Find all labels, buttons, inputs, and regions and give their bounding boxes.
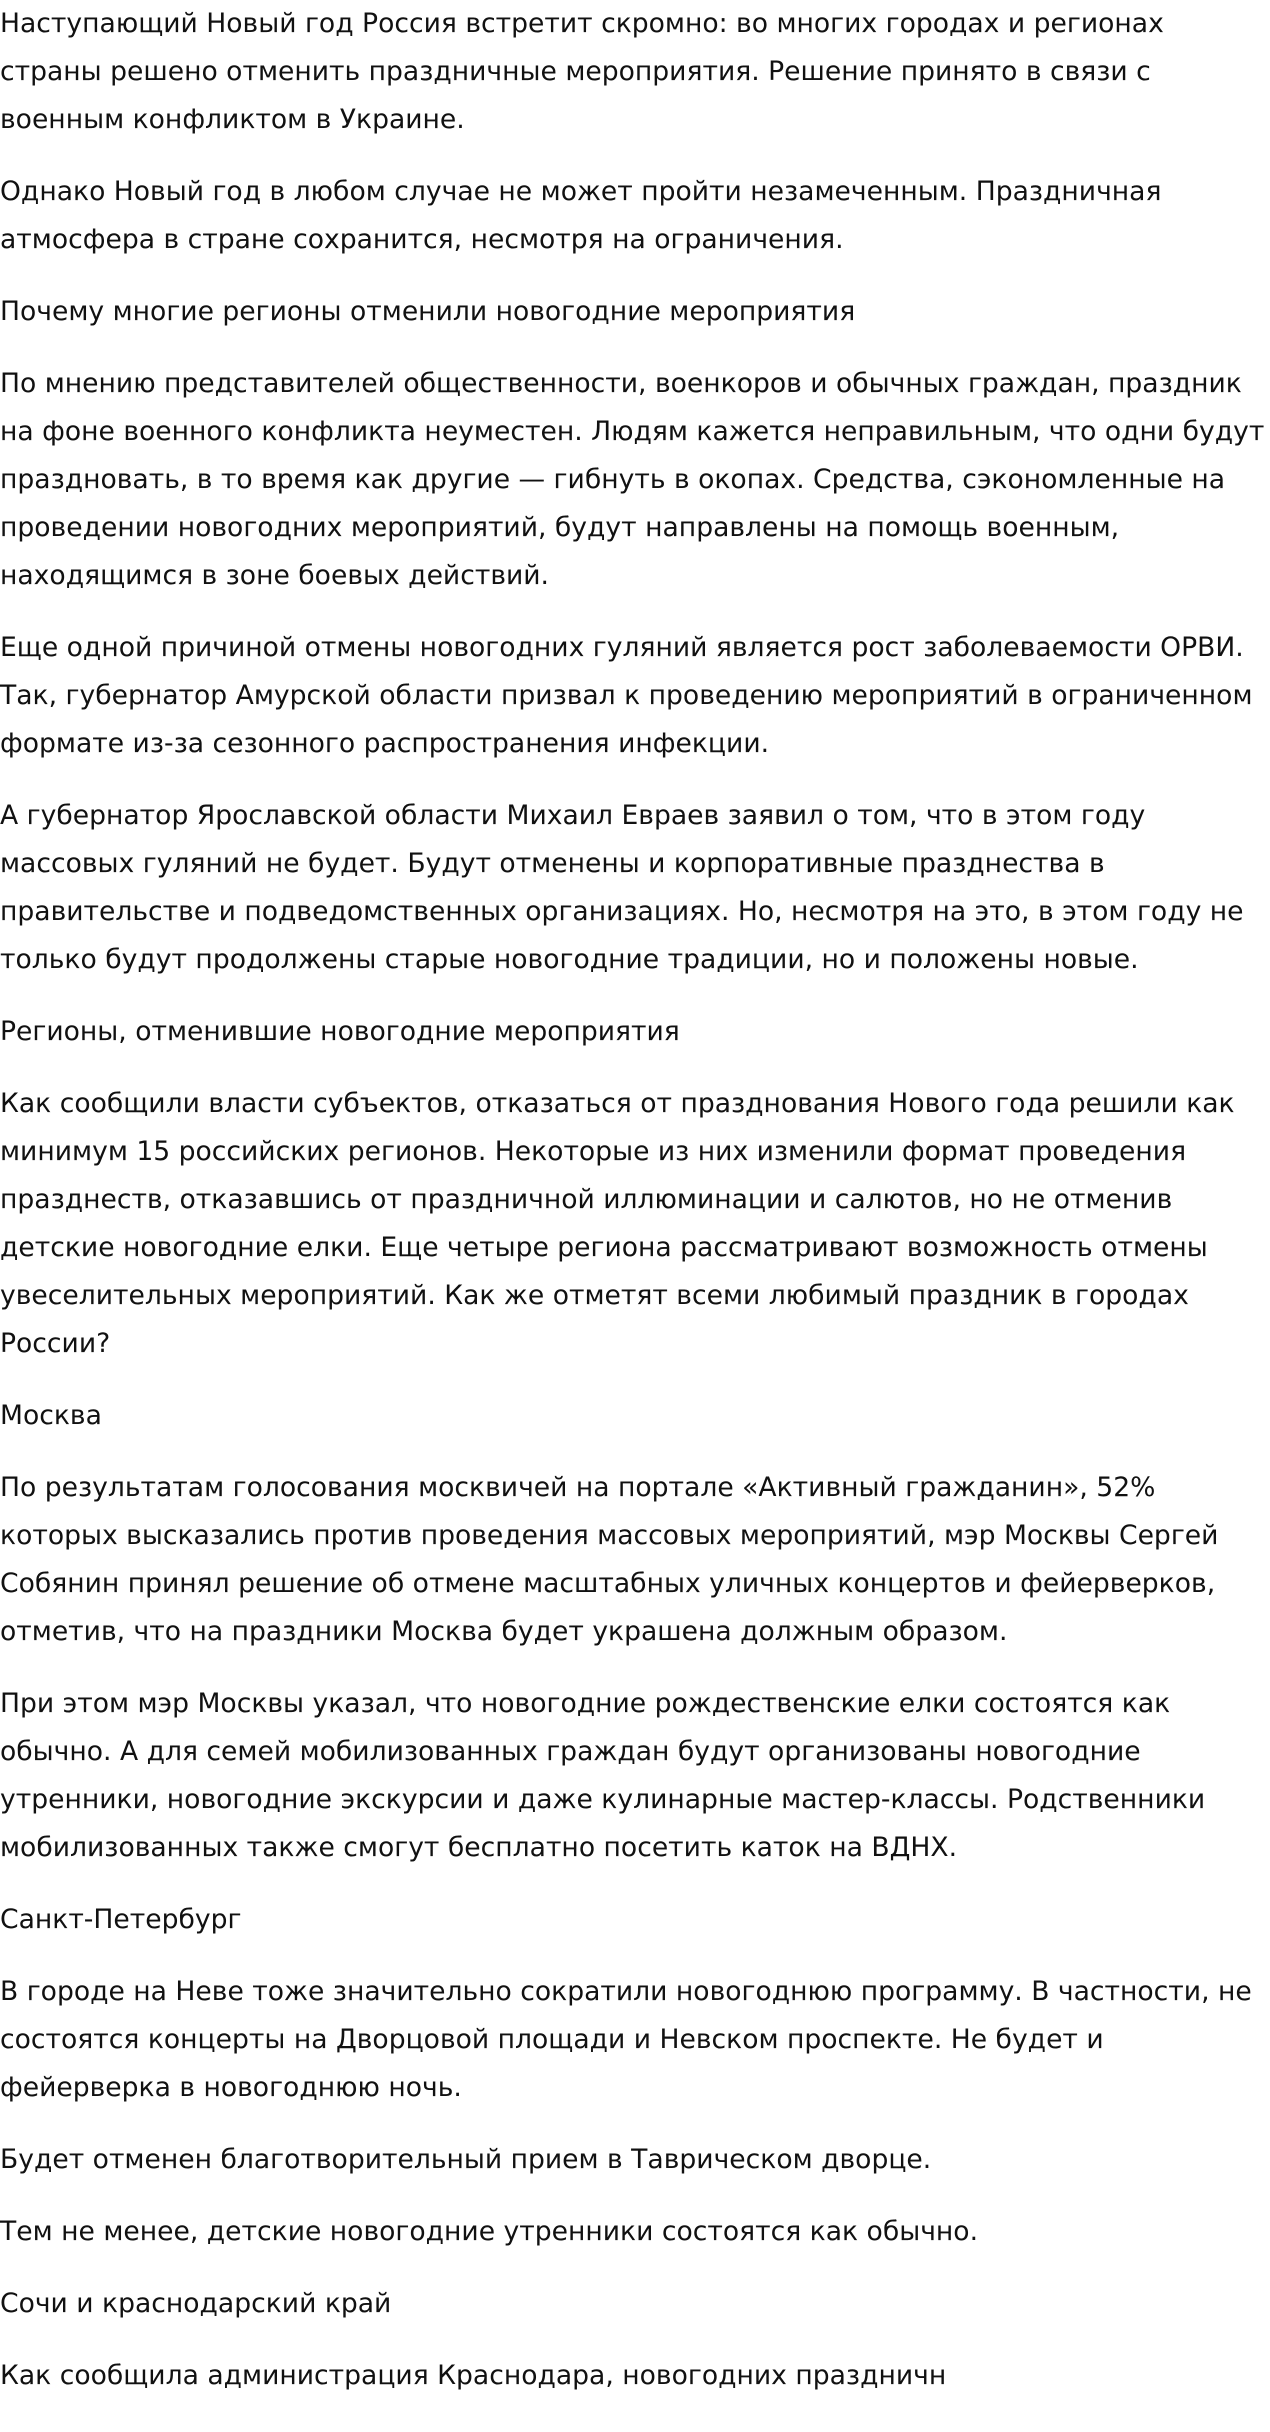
paragraph: Будет отменен благотворительный прием в Таврическом дворце. xyxy=(0,2144,932,2175)
paragraph: Как сообщили власти субъектов, отказаться от празднования Нового года решили как минимум 15 российских регионов. Некоторые из них изменили формат проведения празднеств, отказавшись от праздничной иллюминации и салютов, но не отменив детские новогодние елки. Еще четыре региона рассматривают возможность отмены увеселительных мероприятий. Как же отметят всеми любимый праздник в городах России? xyxy=(0,1088,1235,1359)
section-heading: Москва xyxy=(0,1400,102,1431)
paragraph: Еще одной причиной отмены новогодних гуляний является рост заболеваемости ОРВИ. Так, губернатор Амурской области призвал к проведению мероприятий в ограниченном формате из-за сезонного распространения инфекции. xyxy=(0,632,1253,759)
paragraph: А губернатор Ярославской области Михаил Евраев заявил о том, что в этом году массовых гуляний не будет. Будут отменены и корпоративные празднества в правительстве и подведомственных организациях. Но, несмотря на это, в этом году не только будут продолжены старые новогодние традиции, но и положены новые. xyxy=(0,800,1244,975)
paragraph: Как сообщила администрация Краснодара, новогодних праздничн xyxy=(0,2360,947,2391)
paragraph: По результатам голосования москвичей на портале «Активный гражданин», 52% которых высказались против проведения массовых мероприятий, мэр Москвы Сергей Собянин принял решение об отмене масштабных уличных концертов и фейерверков, отметив, что на праздники Москва будет украшена должным образом. xyxy=(0,1472,1219,1647)
paragraph: Наступающий Новый год Россия встретит скромно: во многих городах и регионах страны решено отменить праздничные мероприятия. Решение принято в связи с военным конфликтом в Украине. xyxy=(0,8,1164,135)
section-heading: Регионы, отменившие новогодние мероприятия xyxy=(0,1016,680,1047)
section-heading: Сочи и краснодарский край xyxy=(0,2288,392,2319)
paragraph: В городе на Неве тоже значительно сократили новогоднюю программу. В частности, не состоятся концерты на Дворцовой площади и Невском проспекте. Не будет и фейерверка в новогоднюю ночь. xyxy=(0,1976,1252,2103)
paragraph: При этом мэр Москвы указал, что новогодние рождественские елки состоятся как обычно. А для семей мобилизованных граждан будут организованы новогодние утренники, новогодние экскурсии и даже кулинарные мастер-классы. Родственники мобилизованных также смогут бесплатно посетить каток на ВДНХ. xyxy=(0,1688,1206,1863)
paragraph: Однако Новый год в любом случае не может пройти незамеченным. Праздничная атмосфера в стране сохранится, несмотря на ограничения. xyxy=(0,176,1162,255)
paragraph: Тем не менее, детские новогодние утренники состоятся как обычно. xyxy=(0,2216,979,2247)
section-heading: Санкт-Петербург xyxy=(0,1904,242,1935)
paragraph: По мнению представителей общественности, военкоров и обычных граждан, праздник на фоне военного конфликта неуместен. Людям кажется неправильным, что одни будут праздновать, в то время как другие — гибнуть в окопах. Средства, сэкономленные на проведении новогодних мероприятий, будут направлены на помощь военным, находящимся в зоне боевых действий. xyxy=(0,368,1265,591)
section-heading: Почему многие регионы отменили новогодние мероприятия xyxy=(0,296,856,327)
